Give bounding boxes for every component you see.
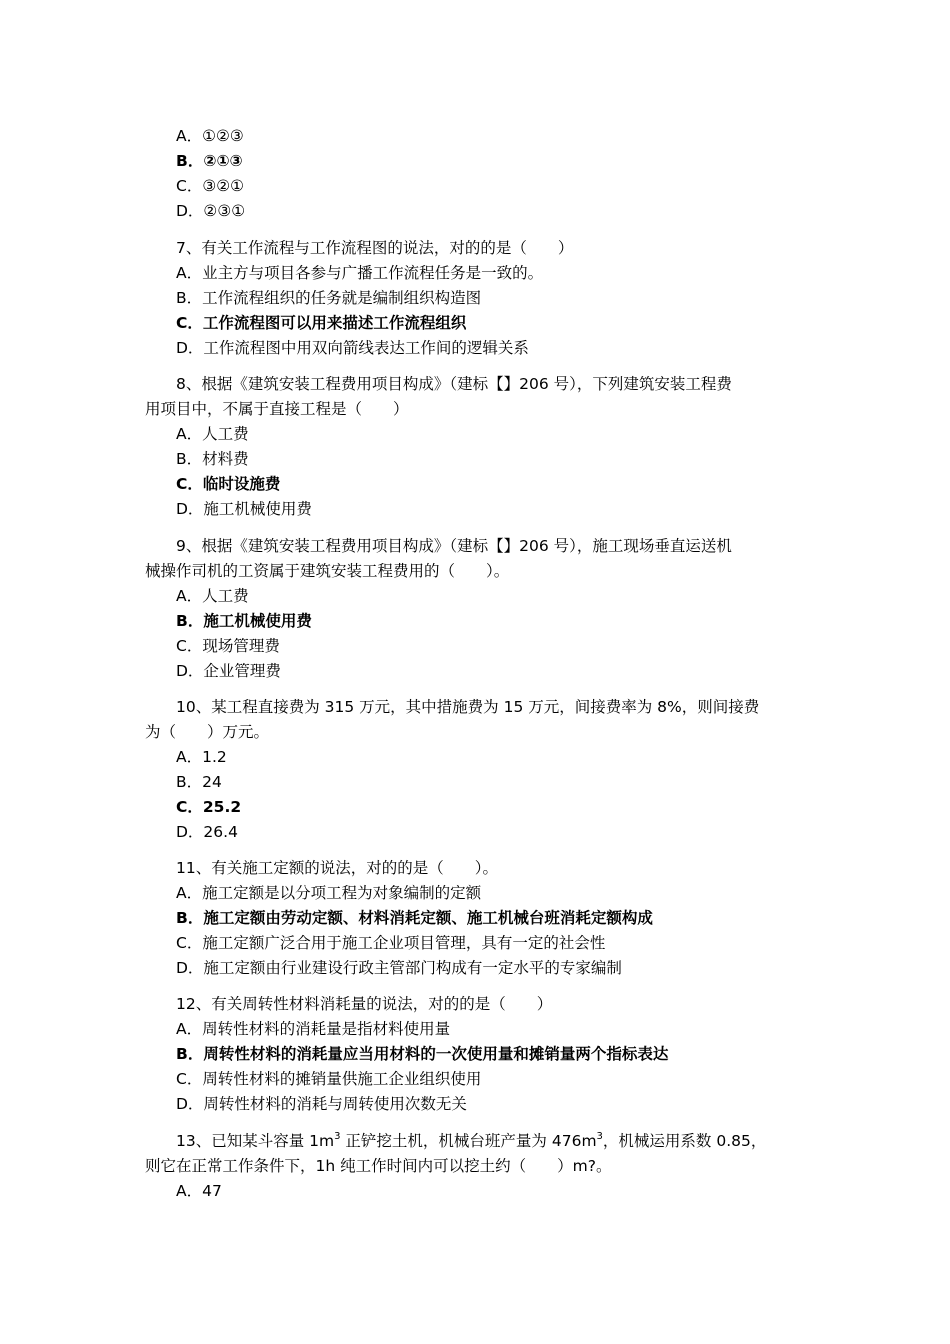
option-q11-d: D．施工定额由行业建设行政主管部门构成有一定水平的专家编制 (176, 959, 622, 977)
option-q9-a: A．人工费 (176, 587, 249, 605)
option-q8-c-correct: C．临时设施费 (176, 475, 281, 493)
option-q12-d: D．周转性材料的消耗与周转使用次数无关 (176, 1095, 467, 1113)
option-q6-b-correct: B．②①③ (176, 152, 243, 170)
option-q8-b: B．材料费 (176, 450, 249, 468)
question-9-stem-line2: 械操作司机的工资属于建筑安装工程费用的（ ）。 (145, 562, 510, 580)
option-q12-b-correct: B．周转性材料的消耗量应当用材料的一次使用量和摊销量两个指标表达 (176, 1045, 669, 1063)
option-q8-a: A．人工费 (176, 425, 249, 443)
option-q6-d: D．②③① (176, 202, 246, 220)
option-q9-b-correct: B．施工机械使用费 (176, 612, 312, 630)
option-q11-b-correct: B．施工定额由劳动定额、材料消耗定额、施工机械台班消耗定额构成 (176, 909, 653, 927)
option-q9-c: C．现场管理费 (176, 637, 280, 655)
option-q11-c: C．施工定额广泛合用于施工企业项目管理，具有一定的社会性 (176, 934, 606, 952)
q13-superscript-2: 3 (596, 1131, 603, 1142)
question-10-stem-line1: 10、某工程直接费为 315 万元，其中措施费为 15 万元，间接费率为 8%，则间接费 (176, 698, 760, 716)
option-q6-a: A．①②③ (176, 127, 244, 145)
option-q7-b: B．工作流程组织的任务就是编制组织构造图 (176, 289, 482, 307)
option-q12-c: C．周转性材料的摊销量供施工企业组织使用 (176, 1070, 482, 1088)
question-9-stem-line1: 9、根据《建筑安装工程费用项目构成》（建标【】206 号），施工现场垂直运送机 (176, 537, 732, 555)
question-12-stem: 12、有关周转性材料消耗量的说法，对的的是（ ） (176, 995, 553, 1013)
option-q9-d: D．企业管理费 (176, 662, 281, 680)
option-q7-a: A．业主方与项目各参与广播工作流程任务是一致的。 (176, 264, 544, 282)
q13-superscript-1: 3 (334, 1131, 341, 1142)
question-7-stem: 7、有关工作流程与工作流程图的说法，对的的是（ ） (176, 239, 574, 257)
question-13-stem-line1 (176, 1131, 766, 1151)
question-10-stem-line2: 为（ ）万元。 (145, 723, 270, 741)
option-q10-c-correct: C．25.2 (176, 798, 242, 816)
option-q8-d: D．施工机械使用费 (176, 500, 312, 518)
question-13-stem-line2: 则它在正常工作条件下，1h 纯工作时间内可以挖土约（ ）m?。 (145, 1157, 612, 1175)
option-q7-d: D．工作流程图中用双向箭线表达工作间的逻辑关系 (176, 339, 529, 357)
question-8-stem-line2: 用项目中，不属于直接工程是（ ） (145, 400, 409, 418)
option-q13-a: A．47 (176, 1182, 222, 1200)
q13-stem-part3: ，机械运用系数 0.85， (602, 1132, 767, 1150)
q13-stem-part2: 正铲挖土机，机械台班产量为 476m (340, 1132, 597, 1150)
option-q11-a: A．施工定额是以分项工程为对象编制的定额 (176, 884, 482, 902)
option-q6-c: C．③②① (176, 177, 245, 195)
question-8-stem-line1: 8、根据《建筑安装工程费用项目构成》（建标【】206 号），下列建筑安装工程费 (176, 375, 732, 393)
option-q10-a: A．1.2 (176, 748, 227, 766)
option-q10-b: B．24 (176, 773, 222, 791)
option-q12-a: A．周转性材料的消耗量是指材料使用量 (176, 1020, 451, 1038)
option-q7-c-correct: C．工作流程图可以用来描述工作流程组织 (176, 314, 467, 332)
option-q10-d: D．26.4 (176, 823, 238, 841)
q13-stem-part1: 13、已知某斗容量 1m (176, 1132, 335, 1150)
question-11-stem: 11、有关施工定额的说法，对的的是（ ）。 (176, 859, 498, 877)
